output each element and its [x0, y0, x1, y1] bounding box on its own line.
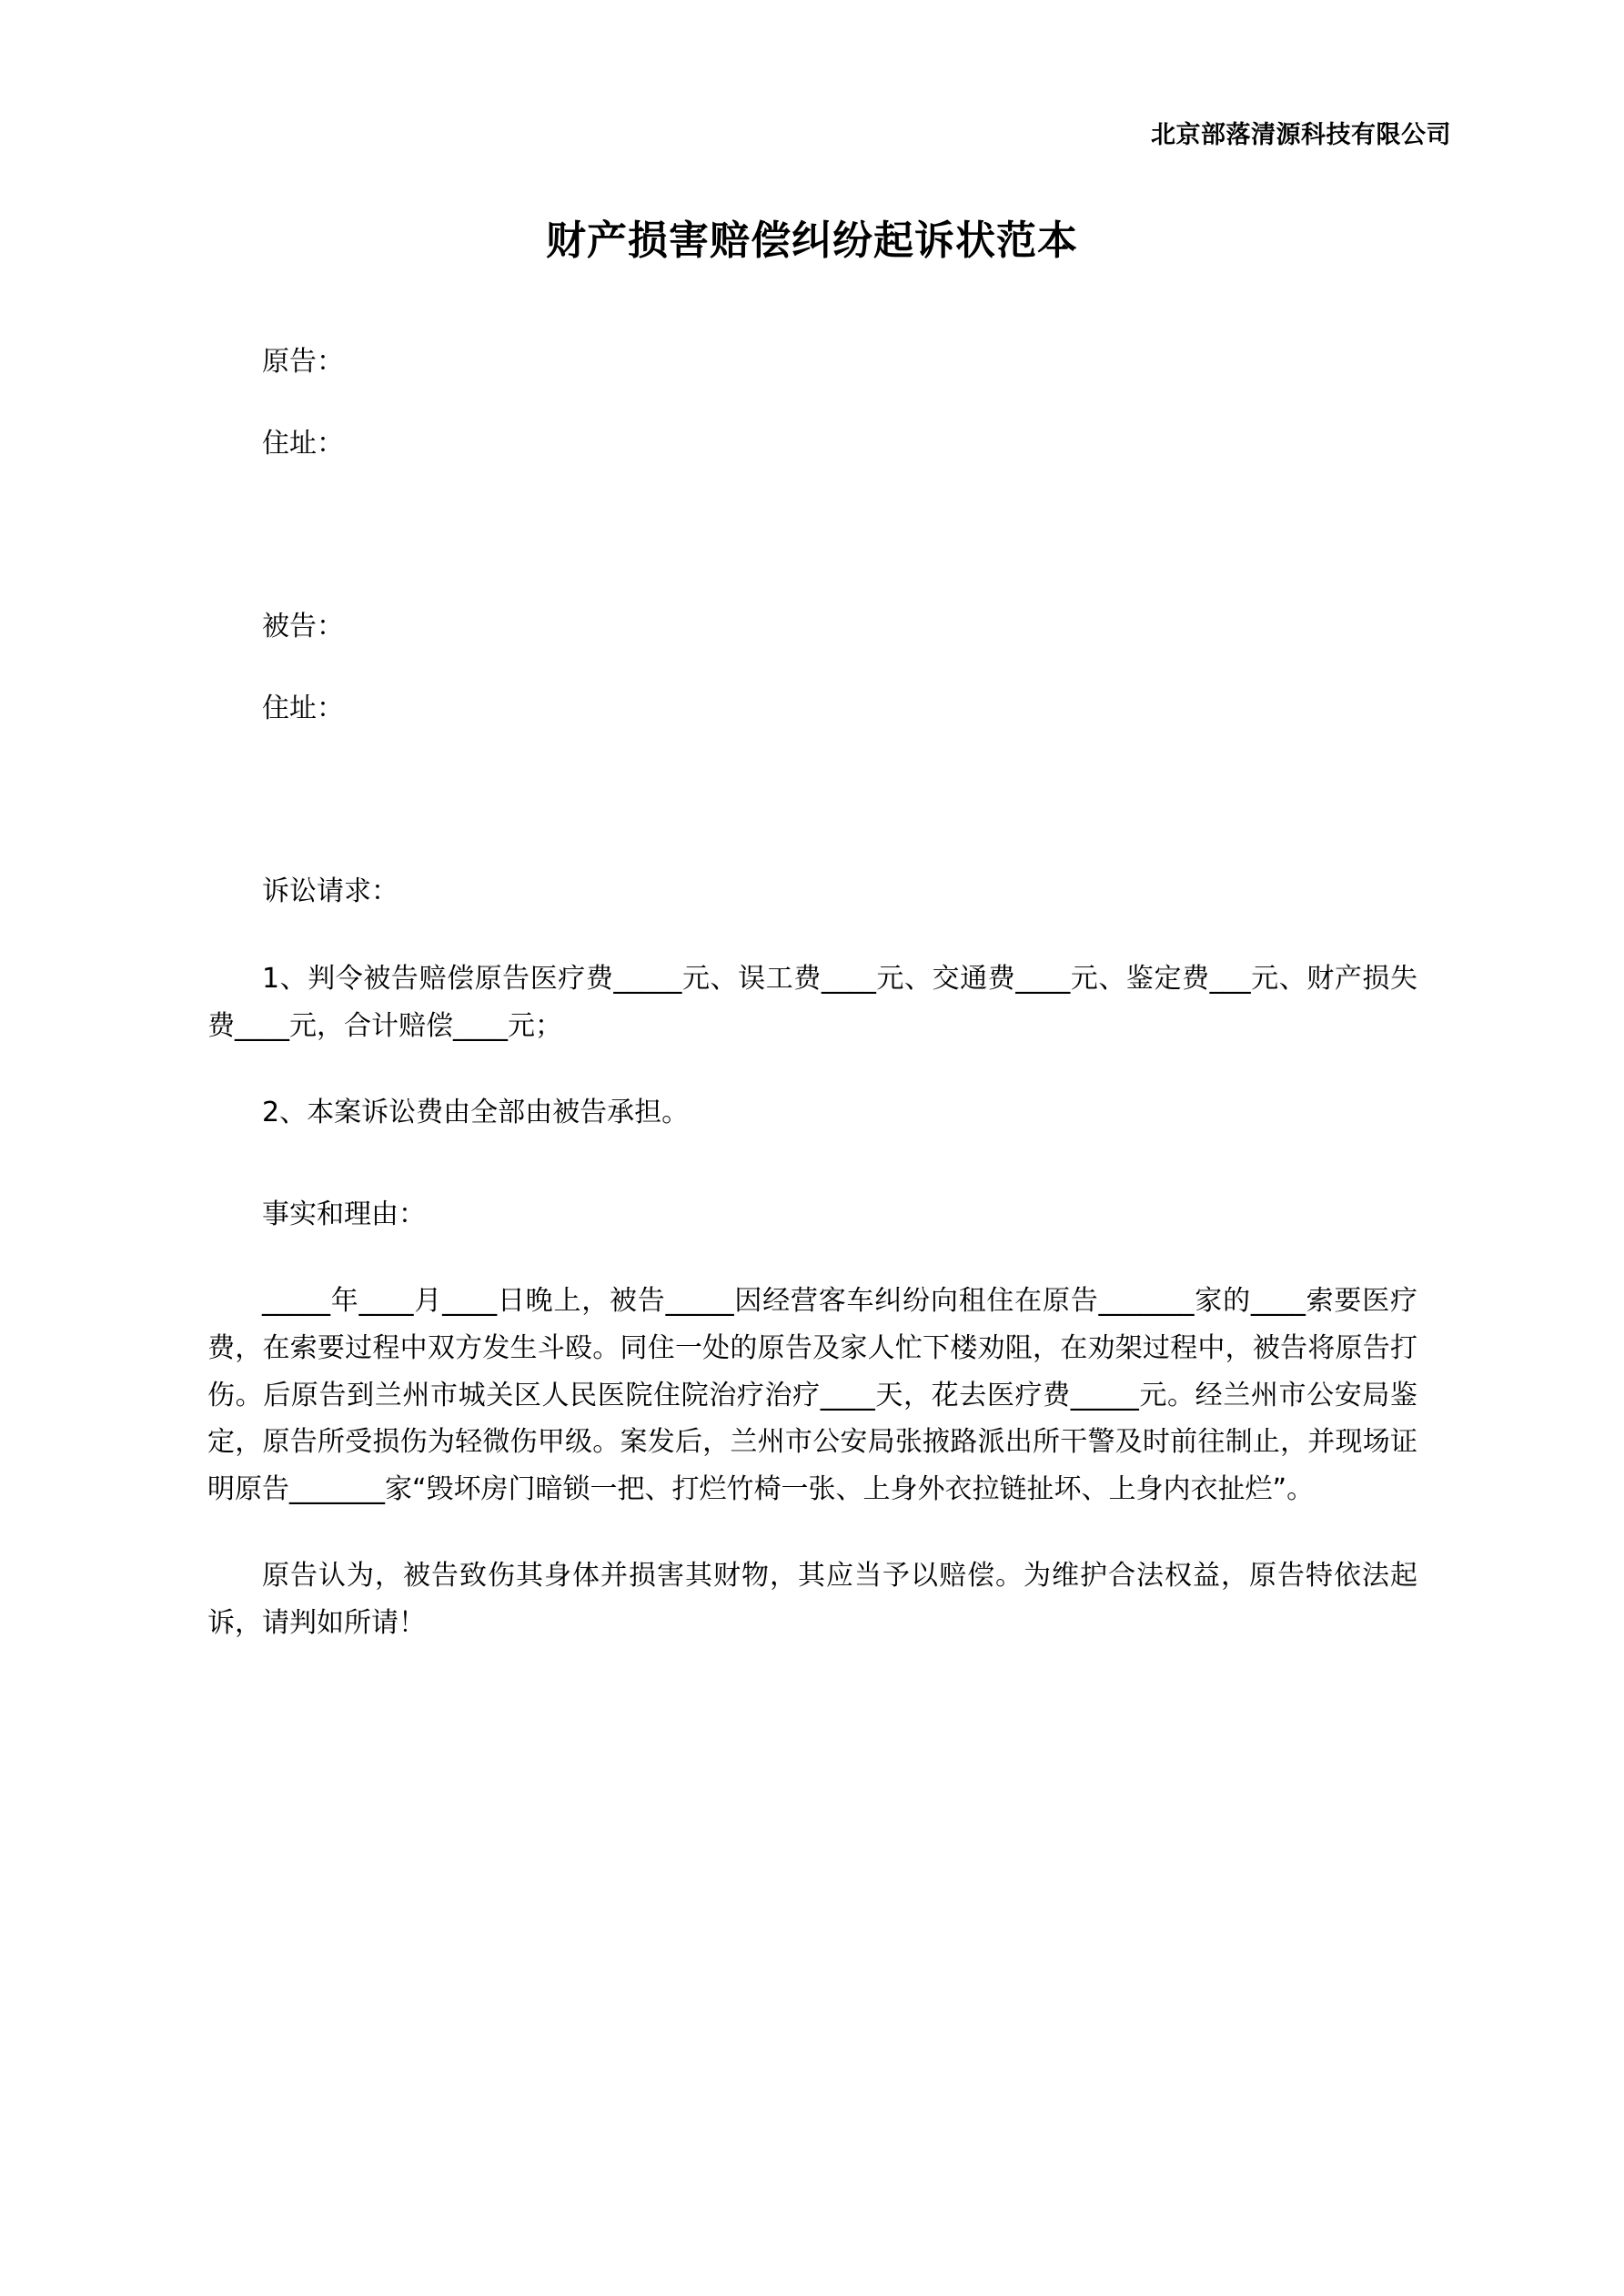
spacer — [207, 1049, 1417, 1089]
claim-item-2: 2、本案诉讼费由全部由被告承担。 — [262, 1097, 690, 1129]
spacer — [207, 1512, 1417, 1553]
spacer — [207, 1137, 1417, 1191]
defendant-field: 被告： — [262, 611, 344, 643]
spacer — [207, 651, 1417, 685]
facts-body: _____年____月____日晚上，被告_____因经营客车纠纷向租住在原告_______家的____索要医疗费，在索要过程中双方发生斗殴。同住一处的原告及家人忙下楼劝阻，在劝架过程中，被告将原告打伤。后原告到兰州市城关区人民医院住院治疗治疗____天，花去医疗费_____元。经兰州市公安局鉴定，原告所受损伤为轻微伤甲级。案发后，兰州市公安局张掖路派出所干警及时前往制止，并现场证明原告_______家“毁坏房门暗锁一把、打烂竹椅一张、上身外衣拉链扯坏、上身内衣扯烂”。 — [207, 1285, 1417, 1505]
spacer — [207, 1238, 1417, 1278]
spacer — [207, 467, 1417, 603]
company-header: 北京部落清源科技有限公司 — [1151, 121, 1451, 149]
plaintiff-field: 原告： — [262, 346, 344, 378]
spacer — [207, 915, 1417, 956]
spacer — [207, 732, 1417, 868]
claim-item-1: 1、判令被告赔偿原告医疗费_____元、误工费____元、交通费____元、鉴定费___元、财产损失费____元，合计赔偿____元； — [207, 962, 1417, 1042]
facts-heading: 事实和理由： — [262, 1198, 426, 1230]
closing-paragraph: 原告认为，被告致伤其身体并损害其财物，其应当予以赔偿。为维护合法权益，原告特依法起诉，请判如所请！ — [207, 1560, 1417, 1639]
claims-heading: 诉讼请求： — [262, 875, 398, 908]
plaintiff-address-field: 住址： — [262, 427, 344, 460]
document-body — [207, 339, 1417, 1647]
spacer — [207, 386, 1417, 420]
page-title: 财产损害赔偿纠纷起诉状范本 — [546, 217, 1078, 264]
defendant-address-field: 住址： — [262, 692, 344, 724]
